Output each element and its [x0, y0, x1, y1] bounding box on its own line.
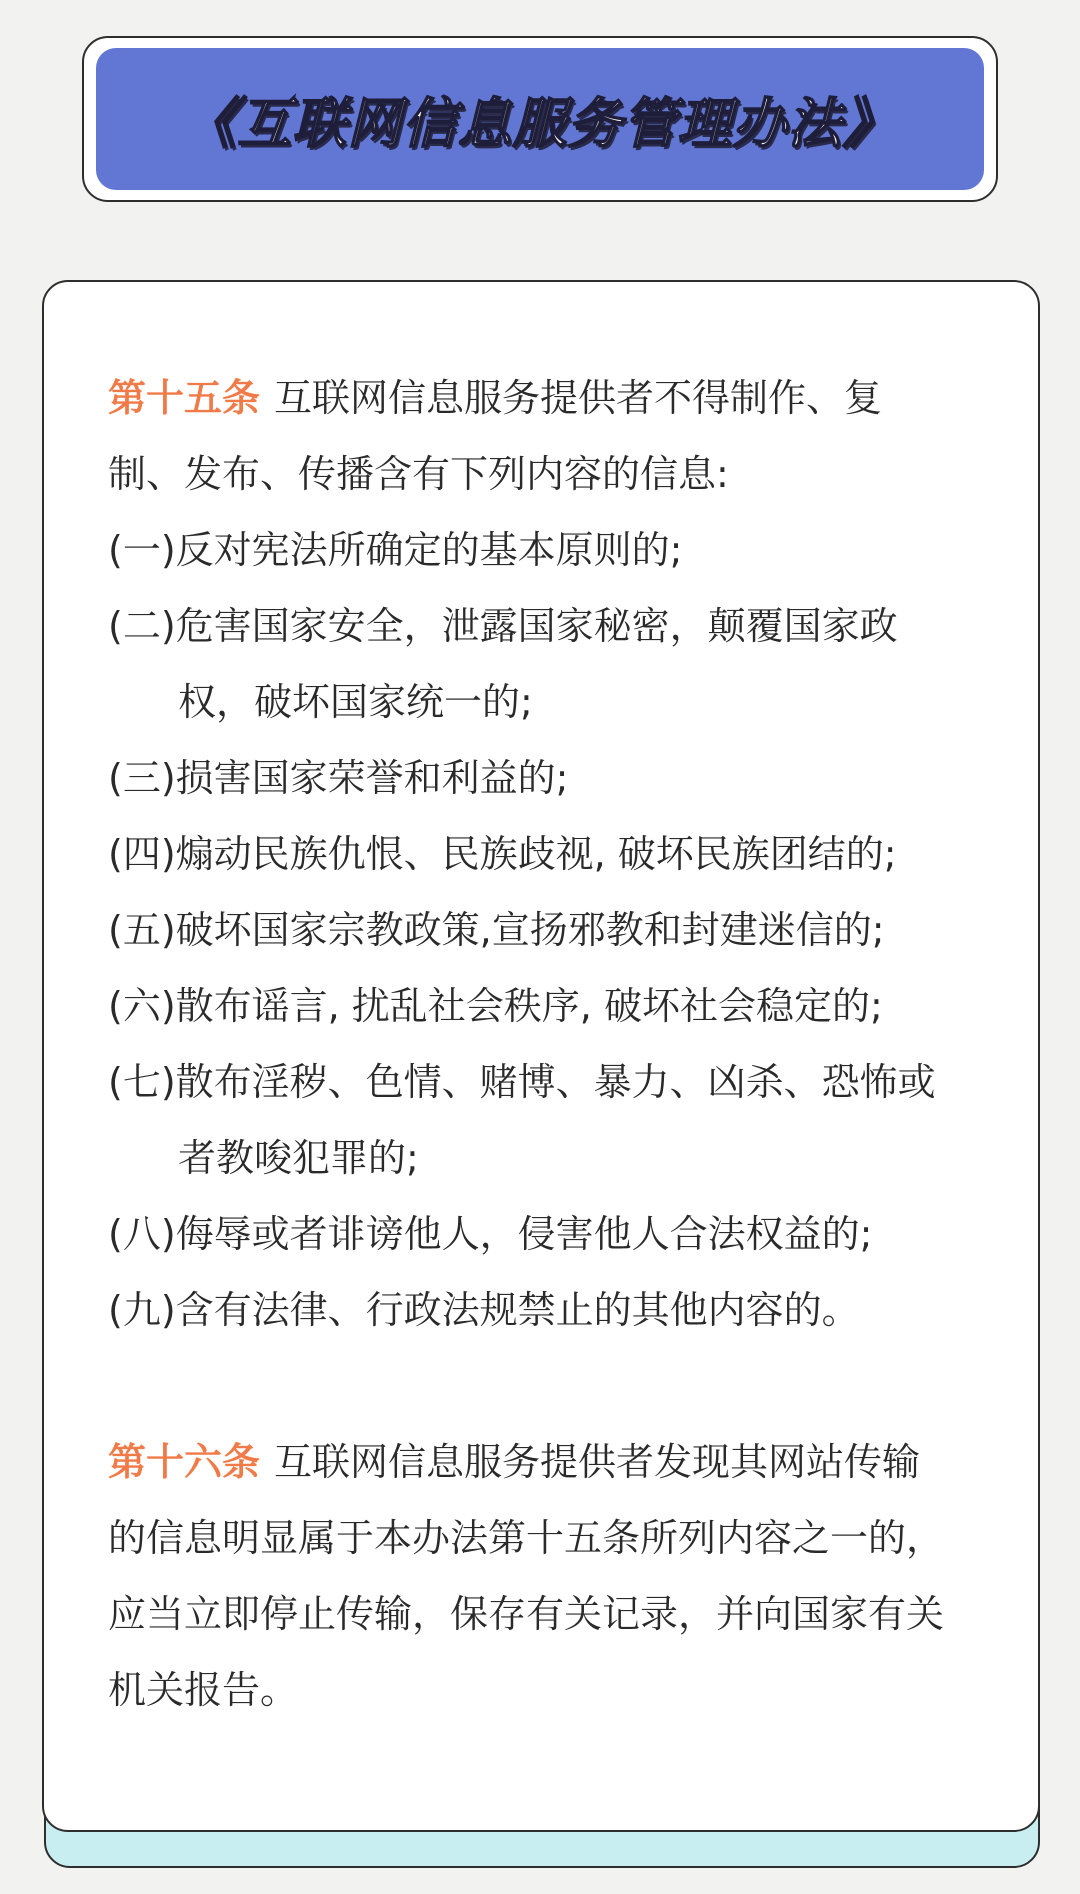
article-16-heading: 第十六条 — [108, 1440, 261, 1484]
list-item: (八)侮辱或者诽谤他人，侵害他人合法权益的; — [108, 1212, 873, 1256]
list-item: (六)散布谣言, 扰乱社会秩序, 破坏社会稳定的; — [108, 984, 883, 1028]
article-15-intro: 互联网信息服务提供者不得制作、复制、发布、传播含有下列内容的信息: — [108, 376, 883, 496]
article-15 — [108, 360, 948, 1348]
article-15-heading: 第十五条 — [108, 376, 261, 420]
title-banner — [82, 36, 998, 202]
list-item: (九)含有法律、行政法规禁止的其他内容的。 — [108, 1288, 860, 1332]
list-item: (一)反对宪法所确定的基本原则的; — [108, 528, 683, 572]
list-item: (二)危害国家安全，泄露国家秘密，颠覆国家政权，破坏国家统一的; — [108, 604, 898, 724]
article-16-intro: 互联网信息服务提供者发现其网站传输的信息明显属于本办法第十五条所列内容之一的，应当立即停止传输，保存有关记录，并向国家有关机关报告。 — [108, 1440, 945, 1712]
article-16-paragraph — [108, 1424, 948, 1728]
content-card — [42, 280, 1040, 1832]
article-15-paragraph — [108, 360, 948, 512]
list-item: (四)煽动民族仇恨、民族歧视, 破坏民族团结的; — [108, 832, 897, 876]
card-body — [108, 360, 948, 1728]
list-item: (三)损害国家荣誉和利益的; — [108, 756, 569, 800]
title-banner-fill — [96, 48, 984, 190]
list-item: (七)散布淫秽、色情、赌博、暴力、凶杀、恐怖或者教唆犯罪的; — [108, 1060, 936, 1180]
article-16 — [108, 1424, 948, 1728]
page-title: 《互联网信息服务管理办法》 — [182, 91, 898, 155]
list-item: (五)破坏国家宗教政策,宣扬邪教和封建迷信的; — [108, 908, 885, 952]
